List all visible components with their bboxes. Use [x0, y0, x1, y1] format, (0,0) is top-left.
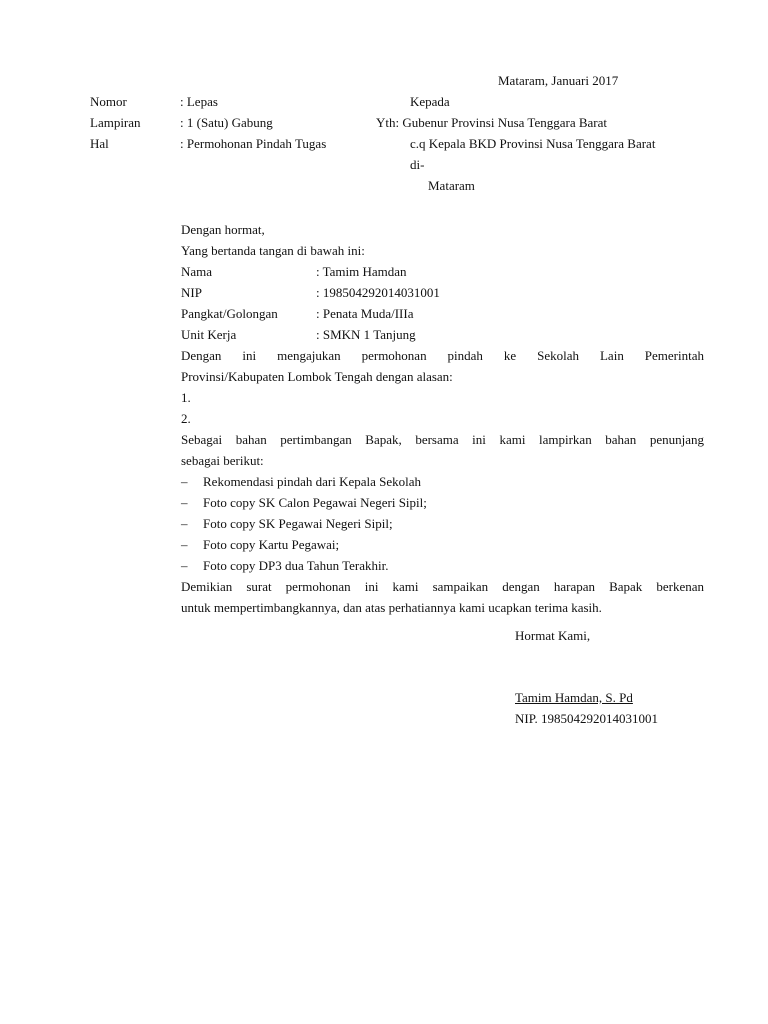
attachments-intro-line-1: Sebagai bahan pertimbangan Bapak, bersama ini kami lampirkan bahan penunjang	[181, 432, 704, 447]
field-value: : SMKN 1 Tanjung	[316, 327, 416, 342]
header-value: : Lepas	[180, 94, 218, 109]
header-label: Lampiran	[90, 115, 141, 130]
closing-line-2: untuk mempertimbangkannya, dan atas perhatiannya kami ucapkan terima kasih.	[181, 600, 602, 615]
closing-line-1: Demikian surat permohonan ini kami sampaikan dengan harapan Bapak berkenan	[181, 579, 704, 594]
field-nip	[181, 282, 704, 303]
reason-2: 2.	[181, 411, 191, 426]
list-item	[181, 534, 704, 555]
request-line-1: Dengan ini mengajukan permohonan pindah ke Sekolah Lain Pemerintah	[181, 348, 704, 363]
list-item	[181, 471, 704, 492]
greeting: Dengan hormat,	[181, 222, 265, 237]
dash-bullet: –	[181, 495, 188, 510]
header-value: : Permohonan Pindah Tugas	[180, 136, 327, 151]
attachments-intro-line-2: sebagai berikut:	[181, 453, 264, 468]
header-row-lampiran	[90, 112, 390, 133]
header-label: Hal	[90, 136, 109, 151]
attachments-list	[181, 471, 704, 576]
field-label: Unit Kerja	[181, 327, 237, 342]
signature-name: Tamim Hamdan, S. Pd	[515, 690, 633, 705]
request-line-2: Provinsi/Kabupaten Lombok Tengah dengan alasan:	[181, 369, 453, 384]
field-label: Nama	[181, 264, 213, 279]
dash-bullet: –	[181, 558, 188, 573]
dash-bullet: –	[181, 516, 188, 531]
letter-body	[181, 219, 704, 618]
header-row-hal	[90, 133, 390, 154]
list-item-text: Foto copy DP3 dua Tahun Terakhir.	[203, 558, 389, 573]
header-row-nomor	[90, 91, 390, 112]
recipient-yth: Yth: Gubenur Provinsi Nusa Tenggara Barat	[376, 115, 607, 130]
list-item	[181, 555, 704, 576]
list-item-text: Foto copy SK Pegawai Negeri Sipil;	[203, 516, 393, 531]
recipient-city: Mataram	[428, 178, 475, 193]
field-pangkat	[181, 303, 704, 324]
field-value: : 198504292014031001	[316, 285, 440, 300]
list-item	[181, 492, 704, 513]
signature-nip: NIP. 198504292014031001	[515, 711, 659, 726]
field-label: NIP	[181, 285, 202, 300]
dash-bullet: –	[181, 474, 188, 489]
header-value: : 1 (Satu) Gabung	[180, 115, 273, 130]
list-item-text: Rekomendasi pindah dari Kepala Sekolah	[203, 474, 422, 489]
field-nama	[181, 261, 704, 282]
list-item-text: Foto copy SK Calon Pegawai Negeri Sipil;	[203, 495, 427, 510]
recipient-kepada: Kepada	[410, 94, 450, 109]
place-date: Mataram, Januari 2017	[498, 73, 619, 88]
dash-bullet: –	[181, 537, 188, 552]
list-item-text: Foto copy Kartu Pegawai;	[203, 537, 340, 552]
identity-fields	[181, 261, 704, 345]
field-unit-kerja	[181, 324, 704, 345]
recipient-di: di-	[410, 157, 425, 172]
field-value: : Penata Muda/IIIa	[316, 306, 414, 321]
recipient-cq: c.q Kepala BKD Provinsi Nusa Tenggara Barat	[410, 136, 656, 151]
field-value: : Tamim Hamdan	[316, 264, 407, 279]
header-label: Nomor	[90, 94, 127, 109]
signature-salutation: Hormat Kami,	[515, 628, 591, 643]
list-item	[181, 513, 704, 534]
reason-1: 1.	[181, 390, 191, 405]
field-label: Pangkat/Golongan	[181, 306, 278, 321]
intro: Yang bertanda tangan di bawah ini:	[181, 243, 365, 258]
